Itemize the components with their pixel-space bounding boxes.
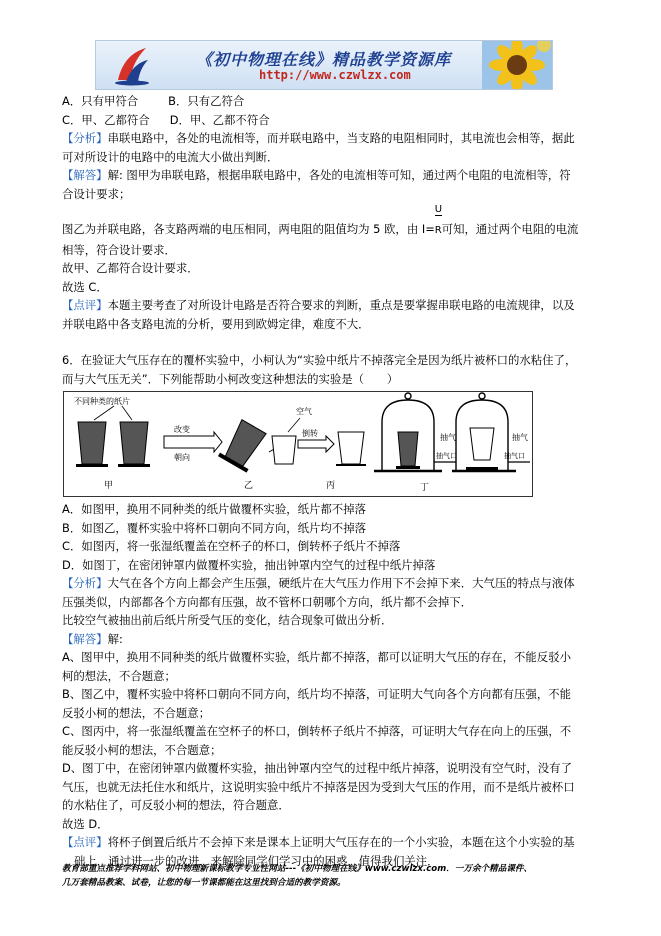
q5-solution-5: 故甲、乙都符合设计要求． bbox=[62, 261, 199, 275]
comment-tag: 【点评】 bbox=[62, 835, 108, 849]
label-air: 空气 bbox=[296, 407, 312, 416]
q6-solution-a1: A、图甲中，换用不同种类的纸片做覆杯实验，纸片都不掉落，都可以证明大气压的存在，不能反驳小 bbox=[62, 650, 571, 664]
q6-comment-1: 【点评】将杯子倒置后纸片不会掉下来是课本上证明大气压存在的一个小实验，本题在这个小实验的基 bbox=[62, 835, 575, 849]
label-invert: 倒转 bbox=[302, 429, 318, 438]
formula-fraction bbox=[434, 204, 443, 236]
banner-url[interactable]: http://www.czwlzx.com bbox=[259, 68, 411, 82]
cup-jia-2 bbox=[120, 422, 148, 464]
cup-jia-1 bbox=[78, 422, 106, 464]
banner-title: 《初中物理在线》精品教学资源库 bbox=[196, 50, 452, 69]
q5-option-c: C．甲、乙都符合 bbox=[62, 112, 150, 127]
q5-option-d: D．甲、乙都不符合 bbox=[169, 112, 270, 127]
document-body bbox=[62, 92, 602, 870]
label-pump-1: 抽气 bbox=[440, 433, 456, 442]
label-port-1: 抽气口 bbox=[436, 452, 457, 460]
fraction-denominator: R bbox=[434, 225, 442, 236]
label-cards: 不同种类的纸片 bbox=[74, 397, 130, 406]
q5-options-ab bbox=[62, 92, 602, 111]
page-footer bbox=[62, 862, 607, 890]
cup-ding-1 bbox=[398, 432, 418, 466]
solution-tag: 【解答】 bbox=[62, 631, 108, 646]
q6-option-a: A．如图甲，换用不同种类的纸片做覆杯实验，纸片都不掉落 bbox=[62, 502, 366, 516]
label-direction: 朝向 bbox=[174, 453, 190, 462]
footer-line-1: 教育部重点推荐学科网站、初中物理新课标教学专业性网站---《初中物理在线》www.czwlzx.com．一万余个精品课件、 bbox=[62, 864, 533, 874]
cup-yi bbox=[219, 419, 268, 472]
q5-option-a: A．只有甲符合 bbox=[62, 94, 139, 108]
q6-answer: 故选 D． bbox=[62, 816, 109, 831]
footer-line-2: 几万套精品教案、试卷，让您的每一节课都能在这里找到合适的教学资源。 bbox=[62, 878, 346, 888]
q5-analysis-1: 【分析】串联电路中，各处的电流相等，而并联电路中，当支路的电阻相同时，其电流也会相等，据此 bbox=[62, 131, 575, 145]
q6-solution-b2: 反驳小柯的想法，不合题意； bbox=[62, 705, 211, 720]
arrow-invert bbox=[298, 436, 334, 452]
cup-bing-2 bbox=[338, 432, 364, 464]
q5-analysis-2: 可对所设计的电路中的电流大小做出判断． bbox=[62, 149, 279, 164]
q6-analysis-3: 比较空气被抽出前后纸片所受气压的变化，结合现象可做出分析． bbox=[62, 613, 393, 627]
label-change: 改变 bbox=[174, 425, 190, 434]
header-banner bbox=[95, 40, 553, 90]
q6-stem-2: 而与大气压无关”．下列能帮助小柯改变这种想法的实验是（ ） bbox=[62, 371, 399, 386]
label-bing: 丙 bbox=[326, 481, 336, 491]
cup-bing-1 bbox=[272, 436, 296, 464]
q6-analysis-1: 【分析】大气在各个方向上都会产生压强，硬纸片在大气压力作用下不会掉下来．大气压的特点与液体 bbox=[62, 576, 575, 590]
label-ding: 丁 bbox=[420, 483, 430, 493]
q6-solution-d2: 气压，也就无法托住水和纸片，这说明实验中纸片不掉落是因为受到大气压的作用，而不是纸片被杯口 bbox=[62, 779, 575, 794]
label-jia: 甲 bbox=[104, 481, 114, 491]
fraction-numerator: U bbox=[434, 204, 443, 215]
q6-solution-c2: 能反驳小柯的想法，不合题意； bbox=[62, 742, 222, 757]
analysis-tag: 【分析】 bbox=[62, 131, 108, 145]
q6-option-d: D．如图丁，在密闭钟罩内做覆杯实验，抽出钟罩内空气的过程中纸片掉落 bbox=[62, 557, 436, 572]
q5-solution-4: 相等，符合设计要求． bbox=[62, 242, 176, 257]
solution-tag: 【解答】 bbox=[62, 168, 108, 182]
cup-ding-2 bbox=[470, 428, 494, 460]
q6-comment-2: 础上，通过进一步的改进，来解除同学们学习中的困惑，值得我们关注． bbox=[74, 853, 439, 868]
q6-solution-c1: C、图丙中，将一张湿纸覆盖在空杯子的杯口，倒转杯子纸片不掉落，可证明大气存在向上的压强，不 bbox=[62, 724, 572, 738]
q5-options-cd bbox=[62, 111, 602, 130]
arrow-change bbox=[164, 432, 222, 452]
q5-comment-1: 【点评】本题主要考查了对所设计电路是否符合要求的判断，重点是要掌握串联电路的电流规律，以及 bbox=[62, 298, 575, 312]
q6-stem-1: 6．在验证大气压存在的覆杯实验中，小柯认为“实验中纸片不掉落完全是因为纸片被杯口的水粘住了， bbox=[62, 353, 577, 367]
comment-tag: 【点评】 bbox=[62, 298, 108, 312]
label-yi: 乙 bbox=[244, 481, 254, 491]
q5-comment-2: 并联电路中各支路电流的分析，要用到欧姆定律，难度不大． bbox=[62, 316, 370, 331]
card-jia-1 bbox=[76, 464, 108, 467]
q6-solution-d1: D、图丁中，在密闭钟罩内做覆杯实验，抽出钟罩内空气的过程中纸片掉落，说明没有空气时，没有了 bbox=[62, 761, 572, 775]
q6-solution-b1: B、图乙中，覆杯实验中将杯口朝向不同方向，纸片均不掉落，可证明大气向各个方向都有压强，不能 bbox=[62, 687, 572, 701]
label-port-2: 抽气口 bbox=[504, 452, 525, 460]
q6-option-b: B．如图乙，覆杯实验中将杯口朝向不同方向，纸片均不掉落 bbox=[62, 520, 366, 535]
fallen-card bbox=[466, 467, 498, 470]
q6-solution-0: 【解答】解: bbox=[62, 631, 123, 646]
q6-solution-d3: 的水粘住了，可反驳小柯的想法，符合题意． bbox=[62, 798, 290, 812]
analysis-tag: 【分析】 bbox=[62, 576, 108, 590]
card-jia-2 bbox=[118, 464, 150, 467]
q5-option-b: B．只有乙符合 bbox=[168, 94, 245, 108]
q6-figure bbox=[63, 391, 533, 497]
q5-answer: 故选 C． bbox=[62, 279, 108, 294]
sunflower-icon bbox=[482, 40, 552, 90]
q6-analysis-2: 压强类似，内部都各个方向都有压强，故不管杯口朝哪个方向，纸片都不会掉下． bbox=[62, 594, 473, 609]
experiment-diagram bbox=[64, 392, 532, 496]
q5-solution-3: 图乙为并联电路，各支路两端的电压相同，两电阻的阻值均为 5 欧，由 I= U R可知，通过两个电阻的电流 bbox=[62, 204, 579, 236]
q5-solution-2: 合设计要求； bbox=[62, 186, 131, 201]
q6-solution-a2: 柯的想法，不合题意； bbox=[62, 668, 176, 683]
site-logo-icon bbox=[112, 44, 152, 86]
q6-option-c: C．如图丙，将一张湿纸覆盖在空杯子的杯口，倒转杯子纸片不掉落 bbox=[62, 539, 401, 553]
q5-solution-1: 【解答】解: 图甲为串联电路，根据串联电路中，各处的电流相等可知，通过两个电阻的电流相等，符 bbox=[62, 168, 571, 182]
label-pump-2: 抽气 bbox=[512, 433, 528, 442]
